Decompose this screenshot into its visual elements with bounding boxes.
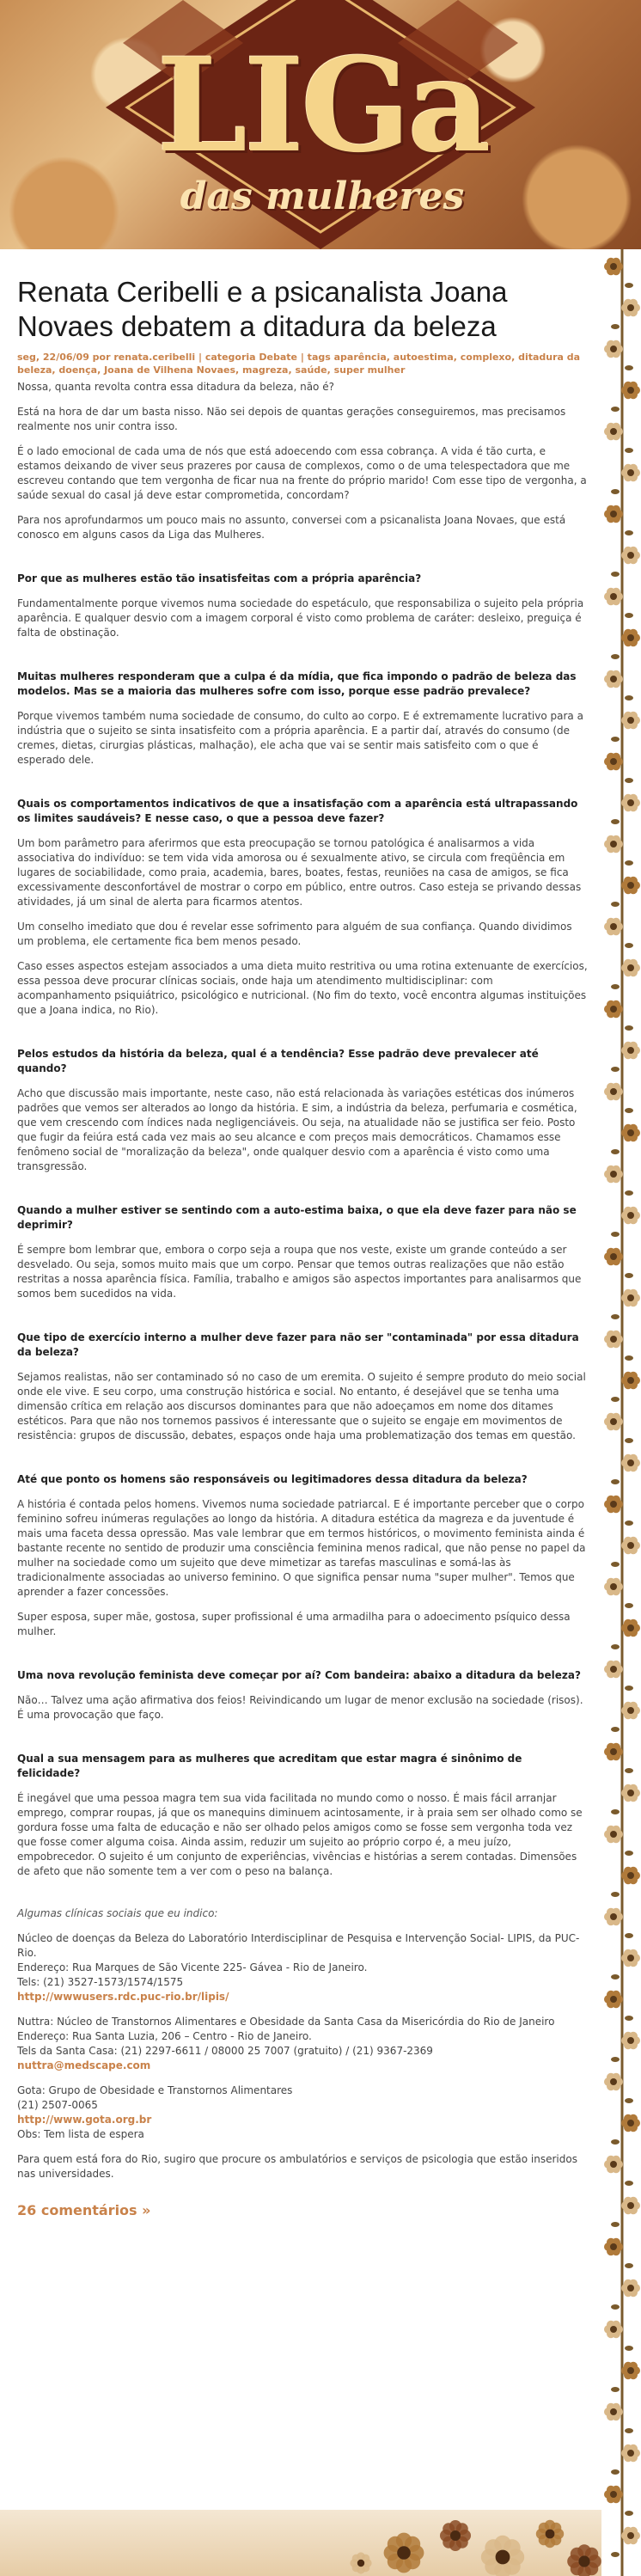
- interview-answer: Fundamentalmente porque vivemos numa sociedade do espetáculo, que responsabiliza o sujeito pela própria aparência. E qualquer desvio com a imagem corporal é visto como problema de caráter: desleixo, preguiça é falta de obstinação.: [17, 597, 584, 639]
- interview-question: Qual a sua mensagem para as mulheres que acreditam que estar magra é sinônimo de felicidade?: [17, 1753, 522, 1779]
- vine-flower: [604, 835, 633, 866]
- interview-question: Até que ponto os homens são responsáveis ou legitimadores dessa ditadura da beleza?: [17, 1473, 528, 1485]
- footer-flower: [350, 2552, 371, 2573]
- vine-flower: [611, 547, 640, 577]
- footer-decoration: [0, 2510, 601, 2576]
- interview-question: Quando a mulher estiver se sentindo com a auto-estima baixa, o que ela deve fazer para não se deprimir?: [17, 1204, 577, 1231]
- vine-flower: [604, 1000, 633, 1031]
- post-content: [17, 258, 588, 2218]
- vine-flower: [604, 1743, 633, 1773]
- vine-flower: [611, 1207, 640, 1237]
- intro-paragraph: Nossa, quanta revolta contra essa ditadura da beleza, não é?: [17, 381, 334, 393]
- footer-flower: [481, 2536, 524, 2576]
- vine-flower: [604, 1908, 633, 1938]
- interview-question: Pelos estudos da história da beleza, qual é a tendência? Esse padrão deve prevalecer até quando?: [17, 1048, 539, 1074]
- vine-flower: [604, 2073, 633, 2103]
- vine-flower: [611, 299, 640, 329]
- vine-flower: [604, 1331, 633, 1361]
- post-interview: [17, 572, 588, 1879]
- vine-flower: [611, 1042, 640, 1072]
- vine-flower: [611, 712, 640, 742]
- clinic-entry: [17, 2015, 588, 2073]
- vine-flower: [604, 1661, 633, 1691]
- vine-flower: [604, 2238, 633, 2268]
- clinic-note: Obs: Tem lista de espera: [17, 2128, 144, 2140]
- vine-flower: [604, 2403, 633, 2433]
- vine-flower: [611, 2032, 640, 2062]
- interview-answer: Um bom parâmetro para aferirmos que esta preocupação se tornou patológica é analisarmos a vida associativa do indivíduo: se tem vida vida amorosa ou é sexualmente ativo, se circula com freqüência em lugares de sociabilidade, como praia, academia, bares, boates, festas, reuniões na casa de amigos, se fica excessivamente desconfortável de mostrar o corpo em público, entre outros. Caso esteja se privando dessas atividades, já um sinal de alerta para ficarmos atentos.: [17, 837, 582, 908]
- interview-answer: Não… Talvez uma ação afirmativa dos feios! Reivindicando um lugar de menor exclusão na sociedade (risos). É uma provocação que faço.: [17, 1694, 583, 1721]
- clinic-link[interactable]: http://www.gota.org.br: [17, 2114, 152, 2126]
- vine-flower: [611, 1949, 640, 1979]
- site-header: [0, 0, 641, 249]
- vine-flower: [604, 1826, 633, 1856]
- clinic-line: Nuttra: Núcleo de Transtornos Alimentares e Obesidade da Santa Casa da Misericórdia do Rio de Janeiro: [17, 2016, 555, 2028]
- interview-answer: É inegável que uma pessoa magra tem sua vida facilitada no mundo como o nosso. É mais fácil arranjar emprego, comprar roupas, já que os manequins diminuem acintosamente, ir à praia sem ser olhado como se gordura fosse uma falta de educação e não ser olhado pelos amigos como se fosse sem vergonha toda vez que fosse comer alguma coisa. Ainda assim, reduzir um sujeito ao próprio corpo é, a meu juízo, empobrecedor. O sujeito é um conjunto de experiências, vivências e histórias a serem contadas. Dimensões de afeto que não somente tem a ver com o peso na balança.: [17, 1792, 583, 1877]
- vine-flower: [611, 877, 640, 907]
- vine-flower: [611, 629, 640, 659]
- interview-answer: Sejamos realistas, não ser contaminado só no caso de um eremita. O sujeito é sempre produto do meio social onde ele vive. E seu corpo, uma construção histórica e social. No entanto, é desejável que se tenha uma dimensão crítica em relação aos discursos dominantes para que não adoeçamos em nome dos ditames estéticos. Para que não nos tornemos passivos é interessante que o sujeito se engaje em movimentos de resistência: grupos de discussão, debates, espaços onde haja uma problematização dos temas em questão.: [17, 1371, 586, 1441]
- clinic-link[interactable]: nuttra@medscape.com: [17, 2059, 151, 2071]
- post-title[interactable]: Renata Ceribelli e a psicanalista Joana Novaes debatem a ditadura da beleza: [17, 276, 508, 342]
- clinic-line: Tels da Santa Casa: (21) 2297-6611 / 08000 25 7007 (gratuito) / (21) 9367-2369: [17, 2045, 433, 2057]
- footer-flower: [384, 2533, 424, 2573]
- interview-question: Uma nova revolução feminista deve começar por aí? Com bandeira: abaixo a ditadura da beleza?: [17, 1669, 581, 1681]
- vine-flower: [604, 918, 633, 948]
- vine-flower: [611, 1784, 640, 1814]
- vine-flower: [611, 2362, 640, 2392]
- vine-flower: [604, 588, 633, 618]
- vine-flower: [604, 1413, 633, 1443]
- vine-flower: [611, 1702, 640, 1732]
- interview-question: Que tipo de exercício interno a mulher deve fazer para não ser "contaminada" por essa ditadura da beleza?: [17, 1331, 579, 1358]
- vine-flower: [604, 1083, 633, 1113]
- vine-flower: [611, 1289, 640, 1319]
- post-outro: Para quem está fora do Rio, sugiro que procure os ambulatórios e serviços de psicologia que estão inseridos nas universidades.: [17, 2153, 577, 2180]
- logo-main-text: LIGa: [156, 30, 488, 181]
- interview-answer: Super esposa, super mãe, gostosa, super profissional é uma armadilha para o adoecimento psíquico dessa mulher.: [17, 1611, 571, 1637]
- clinic-entry: [17, 2083, 588, 2142]
- vine-flower: [604, 340, 633, 370]
- vine-flower: [611, 382, 640, 412]
- vine-flower: [604, 2321, 633, 2351]
- vine-flower: [611, 2444, 640, 2475]
- intro-paragraph: Para nos aprofundarmos um pouco mais no assunto, conversei com a psicanalista Joana Novaes, que está conosco em alguns casos da Liga das Mulheres.: [17, 514, 566, 541]
- sidebar-vine-decoration: [603, 249, 641, 2576]
- vine-flower: [604, 1248, 633, 1278]
- vine-flower: [611, 1619, 640, 1649]
- clinic-line: Endereço: Rua Marques de São Vicente 225- Gávea - Rio de Janeiro.: [17, 1961, 368, 1973]
- clinic-link[interactable]: http://wwwusers.rdc.puc-rio.br/lipis/: [17, 1991, 229, 2003]
- interview-answer: Acho que discussão mais importante, neste caso, não está relacionada às variações estéticas dos inúmeros padrões que vemos ser alterados ao longo da história. E sim, a indústria da beleza, perfumaria e cosmética, que vem crescendo com índices nada negligenciáveis. Ou seja, na atualidade não se justifica ser feio. Posto que fugir da feiúra está cada vez mais ao seu alcance e com preços mais democráticos. Chamamos esse fenômeno social de "moralização da beleza", onde qualquer desvio com a aparência é visto como uma transgressão.: [17, 1087, 577, 1172]
- footer-flower: [536, 2520, 564, 2548]
- vine-flower: [604, 258, 633, 288]
- intro-paragraph: Está na hora de dar um basta nisso. Não sei depois de quantas gerações conseguiremos, mas precisamos realmente nos unir contra isso.: [17, 406, 566, 432]
- footer-flower: [440, 2520, 471, 2551]
- vine-flower: [611, 1867, 640, 1897]
- vine-flower: [604, 753, 633, 783]
- vine-flower: [611, 1537, 640, 1567]
- clinic-line: Tels: (21) 3527-1573/1574/1575: [17, 1976, 184, 1988]
- interview-answer: A história é contada pelos homens. Vivemos numa sociedade patriarcal. E é importante perceber que o corpo feminino sofreu inúmeras regulações ao longo da história. A ditadura estética da magreza e da juventude é mais uma faceta dessa opressão. Mas vale lembrar que em termos históricos, o movimento feminista ainda é bastante recente no sentido de produzir uma consciência feminina menos radical, que não pense no papel da mulher na sociedade como um sujeito que deve mimetizar as tarefas masculinas e somá-las às tradicionalmente associadas ao universo feminino. O que significa pensar numa "super mulher". Temos que aprender a fazer concessões.: [17, 1498, 586, 1598]
- interview-question: Quais os comportamentos indicativos de que a insatisfação com a aparência está ultrapassando os limites saudáveis? E nesse caso, o que a pessoa deve fazer?: [17, 798, 578, 824]
- vine-flower: [604, 505, 633, 535]
- comments-link[interactable]: 26 comentários »: [17, 2202, 151, 2218]
- vine-flower: [604, 1578, 633, 1608]
- clinic-line: (21) 2507-0065: [17, 2099, 98, 2111]
- vine-flower: [604, 1991, 633, 2021]
- vine-flower: [604, 1166, 633, 1196]
- vine-flower: [611, 2114, 640, 2145]
- interview-answer: Caso esses aspectos estejam associados a uma dieta muito restritiva ou uma rotina extenuante de exercícios, essa pessoa deve procurar clínicas sociais, onde haja um atendimento multidisciplinar: com acompanhamento psiquiátrico, psicológico e nutricional. (No fim do texto, você encontra algumas instituições que a Joana indica, no Rio).: [17, 960, 588, 1016]
- interview-answer: Porque vivemos também numa sociedade de consumo, do culto ao corpo. E é extremamente lucrativo para a indústria que o sujeito se sinta insatisfeito com a própria aparência. E a partir daí, através do consumo (de cremes, dietas, cirurgias plásticas, malhação), ele acha que vai se sentir mais satisfeito com o que é esperado dele.: [17, 710, 583, 766]
- vine-flower: [611, 2197, 640, 2227]
- post-meta[interactable]: seg, 22/06/09 por renata.ceribelli | categoria Debate | tags aparência, autoestima, complexo, ditadura da beleza, doença, Joana de Vilhena Novaes, magreza, saúde, super mulher: [17, 352, 581, 376]
- clinic-entry: [17, 1931, 588, 2004]
- clinic-line: Endereço: Rua Santa Luzia, 206 – Centro - Rio de Janeiro.: [17, 2030, 312, 2042]
- vine-flower: [611, 1454, 640, 1484]
- vine-flower: [611, 1372, 640, 1402]
- interview-question: Por que as mulheres estão tão insatisfeitas com a própria aparência?: [17, 572, 422, 584]
- vine-flower: [611, 794, 640, 824]
- vine-flower: [611, 464, 640, 494]
- vine-flower: [604, 1496, 633, 1526]
- vine-flower: [604, 2486, 633, 2516]
- vine-flower: [611, 959, 640, 989]
- logo-subtitle: das mulheres: [180, 174, 465, 218]
- vine-flower: [604, 670, 633, 701]
- interview-answer: É sempre bom lembrar que, embora o corpo seja a roupa que nos veste, existe um grande conteúdo a ser desvelado. Ou seja, somos muito mais que um corpo. Pensar que temos outras realizações que não estão restritas a nossa aparência física. Família, trabalho e amigos são aspectos importantes para analisarmos que somos bem sucedidos na vida.: [17, 1244, 582, 1300]
- clinics-list: [17, 1931, 588, 2142]
- vine-flower: [604, 423, 633, 453]
- interview-question: Muitas mulheres responderam que a culpa é da mídia, que fica impondo o padrão de beleza das modelos. Mas se a maioria das mulheres sofre com isso, porque esse padrão prevalece?: [17, 670, 577, 697]
- intro-paragraph: É o lado emocional de cada uma de nós que está adoecendo com essa cobrança. A vida é tão curta, e estamos deixando de viver seus prazeres por causa de complexos, como o de uma telespectadora que me escreveu contando que tem vergonha de ficar nua na frente do próprio marido! Com esse tipo de vergonha, a saúde sexual do casal já deve estar comprometida, concordam?: [17, 445, 587, 501]
- vine-flower: [604, 2156, 633, 2186]
- interview-answer: Um conselho imediato que dou é revelar esse sofrimento para alguém de sua confiança. Quando dividimos um problema, ele certamente fica bem menos pesado.: [17, 921, 572, 947]
- site-logo[interactable]: [129, 15, 516, 230]
- vine-flower: [611, 2279, 640, 2310]
- clinic-line: Núcleo de doenças da Beleza do Laboratório Interdisciplinar de Pesquisa e Intervenção Social- LIPIS, da PUC-Rio.: [17, 1932, 580, 1959]
- clinic-line: Gota: Grupo de Obesidade e Transtornos Alimentares: [17, 2084, 293, 2096]
- vine-flower: [611, 2527, 640, 2557]
- footer-flower: [567, 2544, 601, 2576]
- post-intro: [17, 380, 588, 542]
- clinics-intro: Algumas clínicas sociais que eu indico:: [17, 1907, 218, 1919]
- vine-flower: [611, 1124, 640, 1154]
